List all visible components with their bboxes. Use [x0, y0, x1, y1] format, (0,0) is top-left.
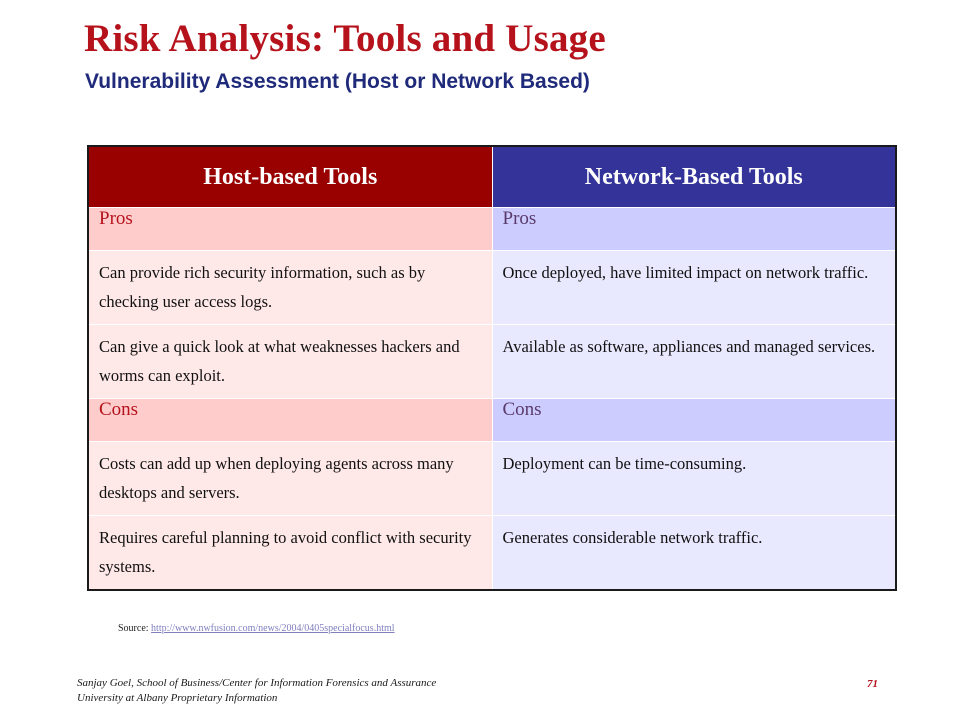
network-pro-cell: Once deployed, have limited impact on network traffic.	[492, 251, 896, 325]
footer	[77, 676, 436, 706]
network-pro-cell: Available as software, appliances and managed services.	[492, 325, 896, 399]
host-based-header: Host-based Tools	[88, 146, 492, 208]
network-based-header: Network-Based Tools	[492, 146, 896, 208]
host-con-cell: Costs can add up when deploying agents across many desktops and servers.	[88, 442, 492, 516]
footer-author: Sanjay Goel, School of Business/Center for Information Forensics and Assurance	[77, 677, 437, 689]
slide-title: Risk Analysis: Tools and Usage	[84, 17, 606, 60]
footer-org: University at Albany Proprietary Information	[77, 692, 278, 704]
slide-subtitle: Vulnerability Assessment (Host or Network Based)	[85, 70, 590, 93]
network-cons-label: Cons	[492, 399, 896, 442]
host-pro-cell: Can provide rich security information, such as by checking user access logs.	[88, 251, 492, 325]
host-pros-label: Pros	[88, 208, 492, 251]
host-pro-cell: Can give a quick look at what weaknesses hackers and worms can exploit.	[88, 325, 492, 399]
table-row	[88, 251, 896, 325]
table-row	[88, 516, 896, 591]
network-pros-label: Pros	[492, 208, 896, 251]
network-con-cell: Deployment can be time-consuming.	[492, 442, 896, 516]
table-row	[88, 442, 896, 516]
comparison-table	[87, 145, 897, 591]
source-link[interactable]: http://www.nwfusion.com/news/2004/0405specialfocus.html	[151, 623, 395, 634]
host-con-cell: Requires careful planning to avoid conflict with security systems.	[88, 516, 492, 591]
source-citation	[118, 623, 395, 634]
page-number: 71	[867, 678, 878, 690]
table-header-row	[88, 146, 896, 208]
source-label: Source:	[118, 623, 149, 634]
table-row	[88, 325, 896, 399]
cons-label-row	[88, 399, 896, 442]
host-cons-label: Cons	[88, 399, 492, 442]
pros-label-row	[88, 208, 896, 251]
network-con-cell: Generates considerable network traffic.	[492, 516, 896, 591]
